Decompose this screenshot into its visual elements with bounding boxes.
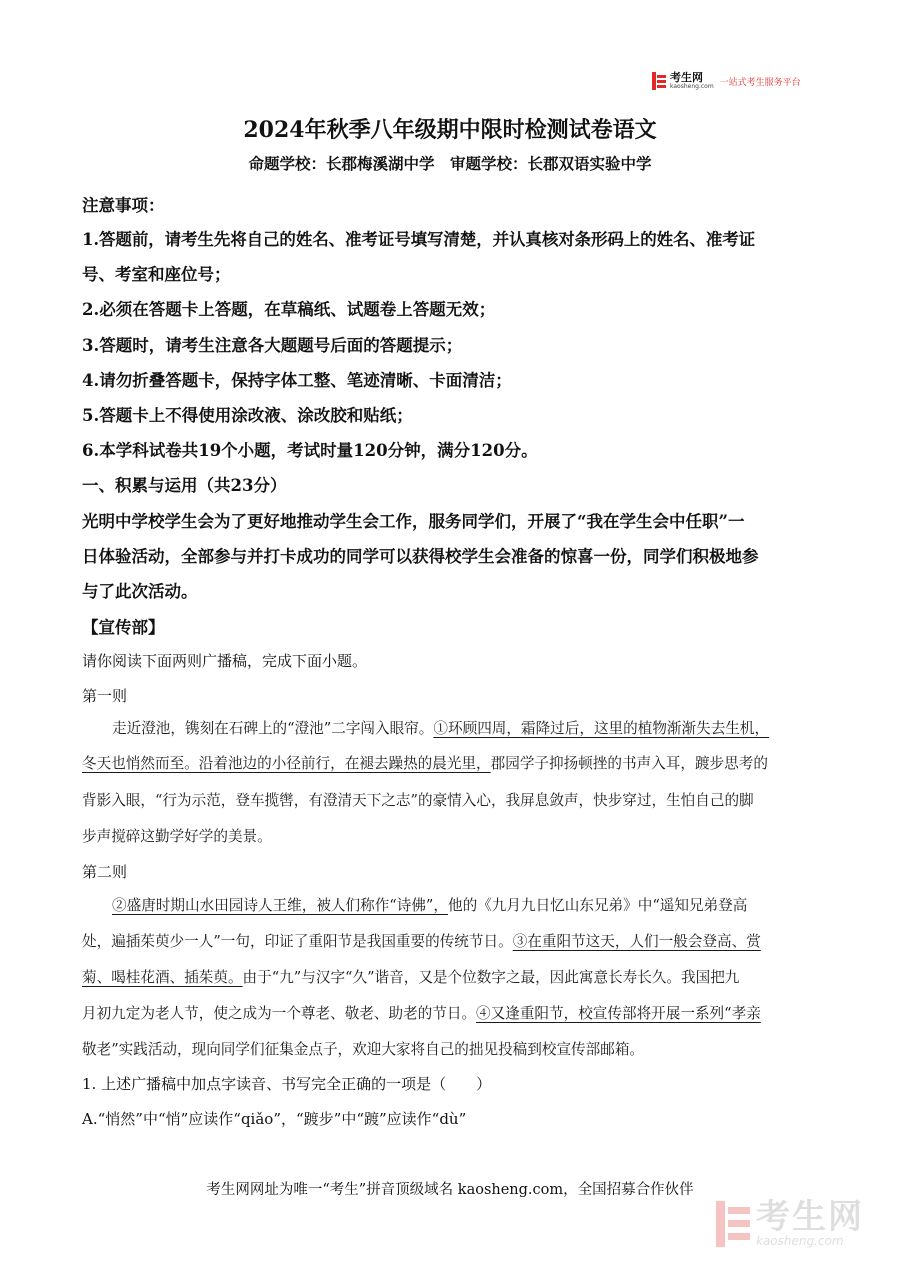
broadcast-text: 月初九定为老人节，使之成为一个尊老、敬老、助老的节日。 [82,1005,477,1022]
broadcast-text: 他的《九月九日忆山东兄弟》中“遥知兄弟登高 [448,897,748,914]
notice-item: 1.答题前，请考生先将自己的姓名、准考证号填写清楚，并认真核对条形码上的姓名、准考证 [82,230,756,249]
section-intro-line: 日体验活动，全部参与并打卡成功的同学可以获得校学生会准备的惊喜一份，同学们积极地参 [82,547,759,566]
instruction: 请你阅读下面两则广播稿，完成下面小题。 [82,652,368,670]
section-intro-line: 与了此次活动。 [82,582,198,601]
broadcast-line: 背影入眼，“行为示范，登车揽辔，有澄清天下之志”的豪情入心，我屏息敛声，快步穿过，生怕自己的脚 [82,792,754,809]
broadcast-underlined-text: ①环顾四周，霜降过后，这里的植物渐渐失去生机， [433,720,770,737]
notice-heading: 注意事项： [82,196,165,215]
broadcast-underlined-text: ③在重阳节这天，人们一般会登高、赏 [512,933,761,950]
watermark [716,1197,864,1248]
broadcast-text: 由于“九”与汉字“久”谐音，又是个位数字之最，因此寓意长寿长久。我国把九 [242,969,740,986]
notice-item: 4.请勿折叠答题卡，保持字体工整、笔迹清晰、卡面清洁； [82,371,512,390]
broadcast-line [82,966,739,987]
broadcast-underlined-text: ④又逢重阳节，校宣传部将开展一系列“孝亲 [476,1005,761,1022]
notice-item: 6.本学科试卷共19个小题，考试时量120分钟，满分120分。 [82,441,538,460]
page-footer: 考生网网址为唯一“考生”拼音顶级域名 kaosheng.com，全国招募合作伙伴 [206,1182,694,1198]
notice-item: 5.答题卡上不得使用涂改液、涂改胶和贴纸； [82,406,413,425]
broadcast-text: 郡园学子抑扬顿挫的书声入耳，踱步思考的 [490,755,768,772]
broadcast-line [112,894,747,915]
broadcast-underlined-text: ②盛唐时期山水田园诗人王维，被人们称作“诗佛”， [112,897,448,914]
header-logo [652,71,801,91]
broadcast-line: 敬老”实践活动，现向同学们征集金点子，欢迎大家将自己的拙见投稿到校宣传部邮箱。 [82,1041,645,1058]
notice-item: 3.答题时，请考生注意各大题题号后面的答题提示； [82,336,463,355]
section-heading: 一、积累与运用（共23分） [82,476,287,495]
broadcast-underlined-text: 冬天也悄然而至。沿着池边的小径前行，在褪去躁热的晨光里， [82,755,491,772]
question-stem: 1. 上述广播稿中加点字读音、书写完全正确的一项是（ ） [82,1075,492,1093]
watermark-logo-icon [716,1201,750,1247]
watermark-name: 考生网 [756,1197,864,1237]
broadcast-line: 步声搅碎这勤学好学的美景。 [82,828,272,845]
broadcast-text: 处，遍插茱萸少一人”一句，印证了重阳节是我国重要的传统节日。 [82,933,513,950]
logo-domain: kaosheng.com [670,83,714,90]
section-intro-line: 光明中学校学生会为了更好地推动学生会工作，服务同学们，开展了“我在学生会中任职”一 [82,512,745,531]
broadcast-line [82,930,761,951]
broadcast-line [82,1002,761,1023]
question-option-a: A.“悄然”中“悄”应读作“qiǎo”，“踱步”中“踱”应读作“dù” [82,1110,467,1128]
page-title: 2024年秋季八年级期中限时检测试卷语文 [243,117,657,143]
kaosheng-logo-icon [652,72,666,90]
page-subtitle: 命题学校：长郡梅溪湖中学 审题学校：长郡双语实验中学 [248,154,652,173]
department-label: 【宣传部】 [82,618,165,637]
broadcast-label: 第二则 [82,863,128,881]
watermark-domain: kaosheng.com [756,1234,844,1248]
broadcast-line [82,752,768,773]
logo-name: 考生网 [670,71,703,84]
notice-item: 号、考室和座位号； [82,265,231,284]
broadcast-text: 走近澄池，镌刻在石碑上的“澄池”二字闯入眼帘。 [112,720,434,737]
notice-item: 2.必须在答题卡上答题，在草稿纸、试题卷上答题无效； [82,300,496,319]
logo-slogan: 一站式考生服务平台 [719,77,801,88]
broadcast-line [112,717,769,738]
broadcast-underlined-text: 菊、喝桂花酒、插茱萸。 [82,969,243,986]
broadcast-label: 第一则 [82,687,128,705]
